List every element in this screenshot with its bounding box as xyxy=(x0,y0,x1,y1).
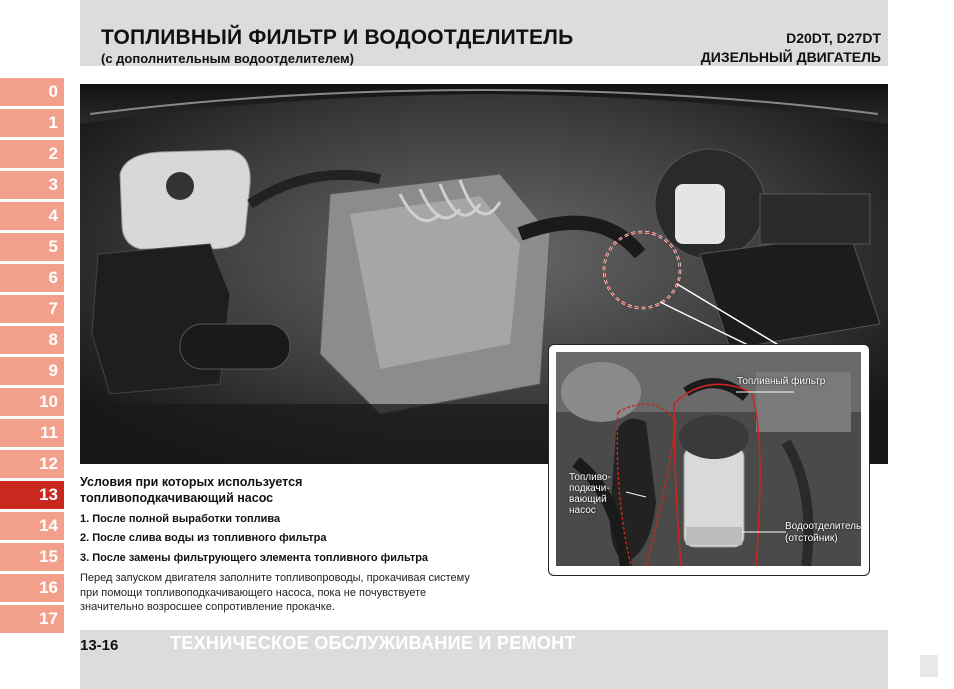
chapter-tab-8[interactable]: 8 xyxy=(0,326,64,354)
label-fuel-filter: Топливный фильтр xyxy=(737,376,826,387)
chapter-tab-7[interactable]: 7 xyxy=(0,295,64,323)
chapter-tab-0[interactable]: 0 xyxy=(0,78,64,106)
condition-item-1: 1. После полной выработки топлива xyxy=(80,513,281,525)
chapter-tab-4[interactable]: 4 xyxy=(0,202,64,230)
label-water-separator: Водоотделитель xyxy=(785,521,862,532)
inset-detail xyxy=(548,344,870,576)
corner-mark xyxy=(920,655,938,677)
chapter-tab-14[interactable]: 14 xyxy=(0,512,64,540)
chapter-tab-3[interactable]: 3 xyxy=(0,171,64,199)
page-subtitle: (с дополнительным водоотделителем) xyxy=(101,51,354,66)
conditions-title: Условия при которых используется топливоподкачивающий насос xyxy=(80,475,303,505)
engine-codes: D20DT, D27DT xyxy=(786,30,881,46)
chapter-tab-12[interactable]: 12 xyxy=(0,450,64,478)
chapter-tab-10[interactable]: 10 xyxy=(0,388,64,416)
chapter-tabs xyxy=(0,78,64,636)
chapter-tab-11[interactable]: 11 xyxy=(0,419,64,447)
page-title: ТОПЛИВНЫЙ ФИЛЬТР И ВОДООТДЕЛИТЕЛЬ xyxy=(101,26,574,49)
page-number: 13-16 xyxy=(80,637,119,654)
chapter-tab-13-active[interactable]: 13 xyxy=(0,481,64,509)
condition-item-2: 2. После слива воды из топливного фильтра xyxy=(80,532,327,544)
priming-instruction: Перед запуском двигателя заполните топливопроводы, прокачивая систему при помощи топливоподкачивающего насоса, пока не почувствуете значительно возросшее сопротивление прокачке. xyxy=(80,572,470,613)
chapter-tab-2[interactable]: 2 xyxy=(0,140,64,168)
label-primer-pump: Топливо- подкачи- вающий насос xyxy=(569,472,611,516)
label-water-separator-sump: (отстойник) xyxy=(785,533,838,544)
section-title: ТЕХНИЧЕСКОЕ ОБСЛУЖИВАНИЕ И РЕМОНТ xyxy=(170,633,576,653)
engine-type: ДИЗЕЛЬНЫЙ ДВИГАТЕЛЬ xyxy=(700,49,881,65)
chapter-tab-5[interactable]: 5 xyxy=(0,233,64,261)
chapter-tab-15[interactable]: 15 xyxy=(0,543,64,571)
chapter-tab-16[interactable]: 16 xyxy=(0,574,64,602)
chapter-tab-1[interactable]: 1 xyxy=(0,109,64,137)
chapter-tab-6[interactable]: 6 xyxy=(0,264,64,292)
chapter-tab-17[interactable]: 17 xyxy=(0,605,64,633)
condition-item-3: 3. После замены фильтрующего элемента топливного фильтра xyxy=(80,552,429,564)
chapter-tab-9[interactable]: 9 xyxy=(0,357,64,385)
